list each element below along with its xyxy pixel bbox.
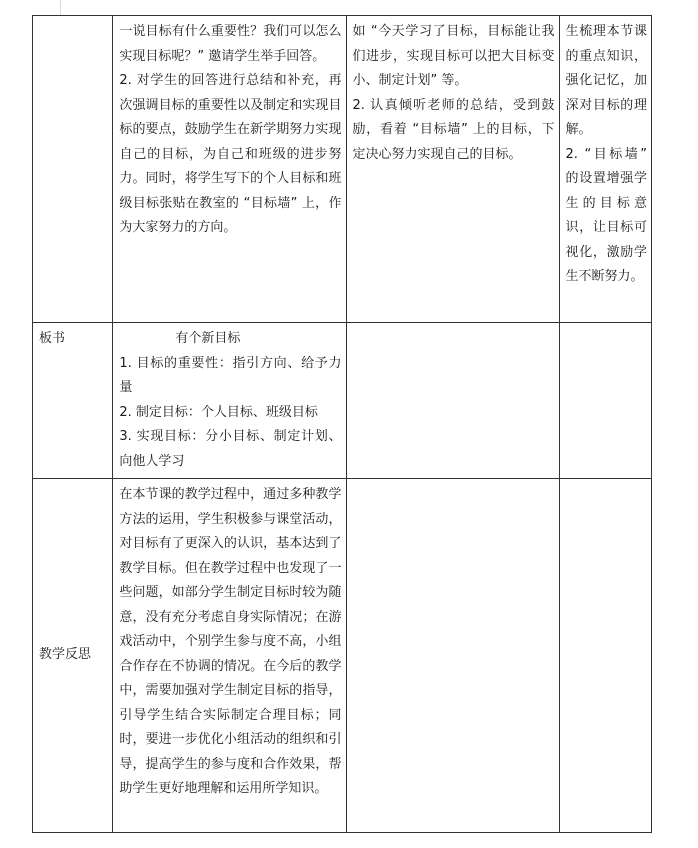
- table-row-summary: [33, 16, 652, 323]
- board-item-2: 2. 制定目标：个人目标、班级目标: [119, 404, 318, 420]
- board-item-1: 1. 目标的重要性：指引方向、给予力量: [119, 355, 342, 395]
- board-title: 有个新目标: [175, 331, 241, 346]
- table-row-reflection: [33, 479, 652, 833]
- page-margin-mark: [60, 0, 61, 16]
- reflection-empty-cell-1: [346, 479, 559, 833]
- table-row-board: [33, 323, 652, 479]
- board-label: 板书: [39, 331, 66, 346]
- reflection-text: 在本节课的教学过程中，通过多种教学方法的运用，学生积极参与课堂活动，对目标有了更深入的认识，基本达到了教学目标。但在教学过程中也发现了一些问题，如部分学生制定目标时较为随意，没有充分考虑自身实际情况；在游戏活动中，个别学生参与度不高，小组合作存在不协调的情况。在今后的教学中，需要加强对学生制定目标的指导，引导学生结合实际制定合理目标；同时，要进一步优化小组活动的组织和引导，提高学生的参与度和合作效果，帮助学生更好地理解和运用所学知识。: [119, 487, 342, 796]
- design-purpose-cell: [559, 16, 651, 323]
- teacher-activity-cell: [113, 16, 346, 323]
- board-label-cell: [33, 323, 113, 479]
- student-paragraph-2: 2. 认真倾听老师的总结，受到鼓励，看着 “目标墙” 上的目标，下定决心努力实现自己的目标。: [352, 97, 555, 162]
- lesson-plan-table: [32, 15, 652, 833]
- board-content-cell: [113, 323, 346, 479]
- reflection-content-cell: [113, 479, 346, 833]
- board-empty-cell-2: [559, 323, 651, 479]
- teacher-paragraph-2: 2. 对学生的回答进行总结和补充，再次强调目标的重要性以及制定和实现目标的要点，鼓励学生在新学期努力实现自己的目标，为自己和班级的进步努力。同时，将学生写下的个人目标和班级目标张贴在教室的 “目标墙” 上，作为大家努力的方向。: [119, 73, 342, 235]
- board-item-3: 3. 实现目标：分小目标、制定计划、向他人学习: [119, 429, 342, 469]
- board-empty-cell-1: [346, 323, 559, 479]
- purpose-paragraph-2: 2. “目标墙” 的设置增强学生的目标意识，让目标可视化，激励学生不断努力。: [565, 146, 647, 284]
- purpose-paragraph-1: 生梳理本节课的重点知识，强化记忆，加深对目标的理解。: [565, 24, 647, 137]
- student-paragraph-1: 如 “今天学习了目标，目标能让我们进步，实现目标可以把大目标变小、制定计划” 等。: [352, 24, 555, 88]
- reflection-empty-cell-2: [559, 479, 651, 833]
- row-label-cell: [33, 16, 113, 323]
- reflection-label-cell: [33, 479, 113, 833]
- teacher-paragraph-1: 一说目标有什么重要性？我们可以怎么实现目标呢？” 邀请学生举手回答。: [119, 24, 342, 64]
- reflection-label: 教学反思: [39, 647, 92, 663]
- student-activity-cell: [346, 16, 559, 323]
